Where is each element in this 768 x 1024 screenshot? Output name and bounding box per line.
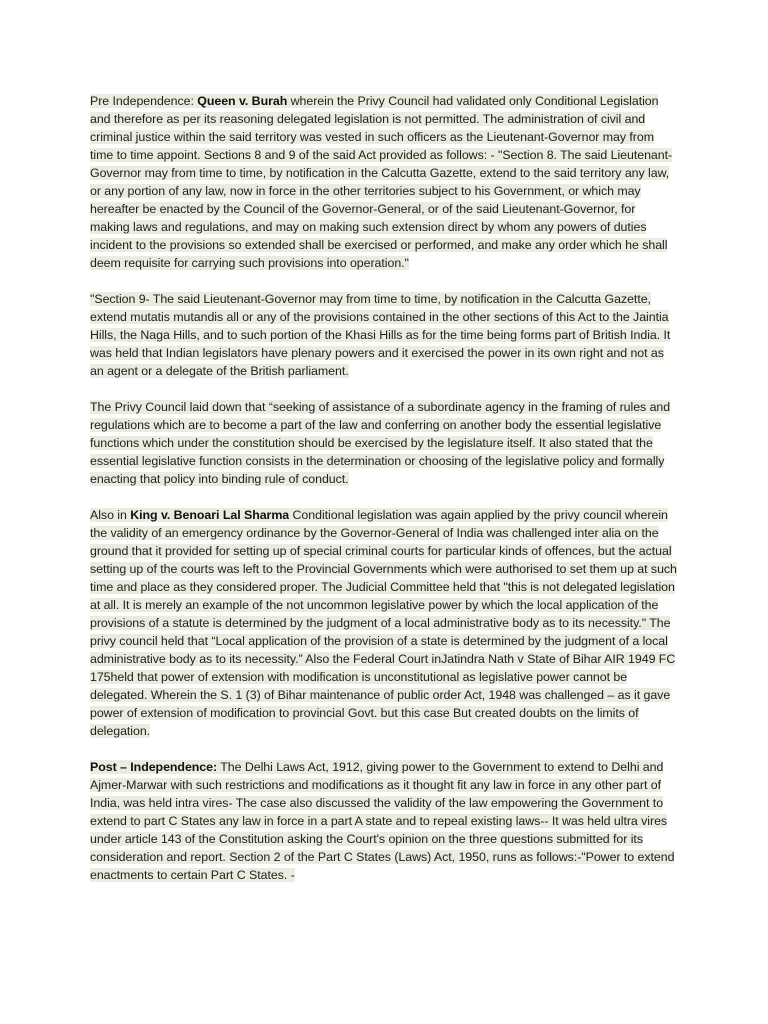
paragraph-privy-council — [90, 398, 678, 488]
paragraph-post-independence — [90, 758, 678, 884]
paragraph-text: The Delhi Laws Act, 1912, giving power to the Government to extend to Delhi and Ajmer-Marwar with such restrictions and modifications as it thought fit any law in force in any other part of India, was held intra vires- The case also discussed the validity of the law empowering the Government to extend to part C States any law in force in a part A state and to repeal existing laws-- It was held ultra vires under article 143 of the Constitution asking the Court's opinion on the three questions submitted for its consideration and report. Section 2 of the Part C States (Laws) Act, 1950, runs as follows:-"Power to extend enactments to certain Part C States. - — [90, 760, 675, 882]
paragraph-benoari-lal-sharma — [90, 506, 678, 740]
paragraph-text: "Section 9- The said Lieutenant-Governor may from time to time, by notification in the Calcutta Gazette, extend mutatis mutandis all or any of the provisions contained in the other sections of this Act to the Jaintia Hills, the Naga Hills, and to such portion of the Khasi Hills as for the time being forms part of British India. It was held that Indian legislators have plenary powers and it exercised the power in its own right and not as an agent or a delegate of the British parliament. — [90, 292, 671, 378]
paragraph-lead: Also in — [90, 508, 131, 522]
highlight — [90, 94, 672, 270]
section-heading-post-independence: Post – Independence: — [90, 760, 218, 774]
document-body — [90, 92, 678, 902]
paragraph-text: Conditional legislation was again applied by the privy council wherein the validity of an emergency ordinance by the Governor-General of India was challenged inter alia on the ground that it provided for setting up of special criminal courts for particular kinds of offences, but the actual setting up of the courts was left to the Provincial Governments which were authorised to set them up at such time and place as they considered proper. The Judicial Committee held that "this is not delegated legislation at all. It is merely an example of the not uncommon legislative power by which the local application of the provisions of a statute is determined by the judgment of a local administrative body as to its necessity." The privy council held that “Local application of the provision of a state is determined by the judgment of a local administrative body as to its necessity.” Also the Federal Court inJatindra Nath v State of Bihar AIR 1949 FC 175held that power of extension with modification is unconstitutional as legislative power cannot be delegated. Wherein the S. 1 (3) of Bihar maintenance of public order Act, 1948 was challenged – as it gave power of extension of modification to provincial Govt. but this case But created doubts on the limits of delegation. — [90, 508, 677, 738]
highlight — [90, 508, 677, 738]
highlight — [90, 760, 674, 882]
paragraph-section-9 — [90, 290, 678, 380]
paragraph-text: The Privy Council laid down that “seeking of assistance of a subordinate agency in the framing of rules and regulations which are to become a part of the law and conferring on another body the essential legislative functions which under the constitution should be exercised by the legislature itself. It also stated that the essential legislative function consists in the determination or choosing of the legislative policy and formally enacting that policy into binding rule of conduct. — [90, 400, 671, 486]
case-name-king-v-benoari-lal-sharma: King v. Benoari Lal Sharma — [130, 508, 290, 522]
paragraph-lead: Pre Independence: — [90, 94, 198, 108]
paragraph-text: wherein the Privy Council had validated only Conditional Legislation and therefore as per its reasoning delegated legislation is not permitted. The administration of civil and criminal justice within the said territory was vested in such officers as the Lieutenant-Governor may from time to time appoint. Sections 8 and 9 of the said Act provided as follows: - "Section 8. The said Lieutenant-Governor may from time to time, by notification in the Calcutta Gazette, extend to the said territory any law, or any portion of any law, now in force in the other territories subject to his Government, or which may hereafter be enacted by the Council of the Governor-General, or of the said Lieutenant-Governor, for making laws and regulations, and may on making such extension direct by whom any powers of duties incident to the provisions so extended shall be exercised or performed, and make any order which he shall deem requisite for carrying such provisions into operation." — [90, 94, 673, 270]
paragraph-pre-independence — [90, 92, 678, 272]
case-name-queen-v-burah: Queen v. Burah — [197, 94, 288, 108]
